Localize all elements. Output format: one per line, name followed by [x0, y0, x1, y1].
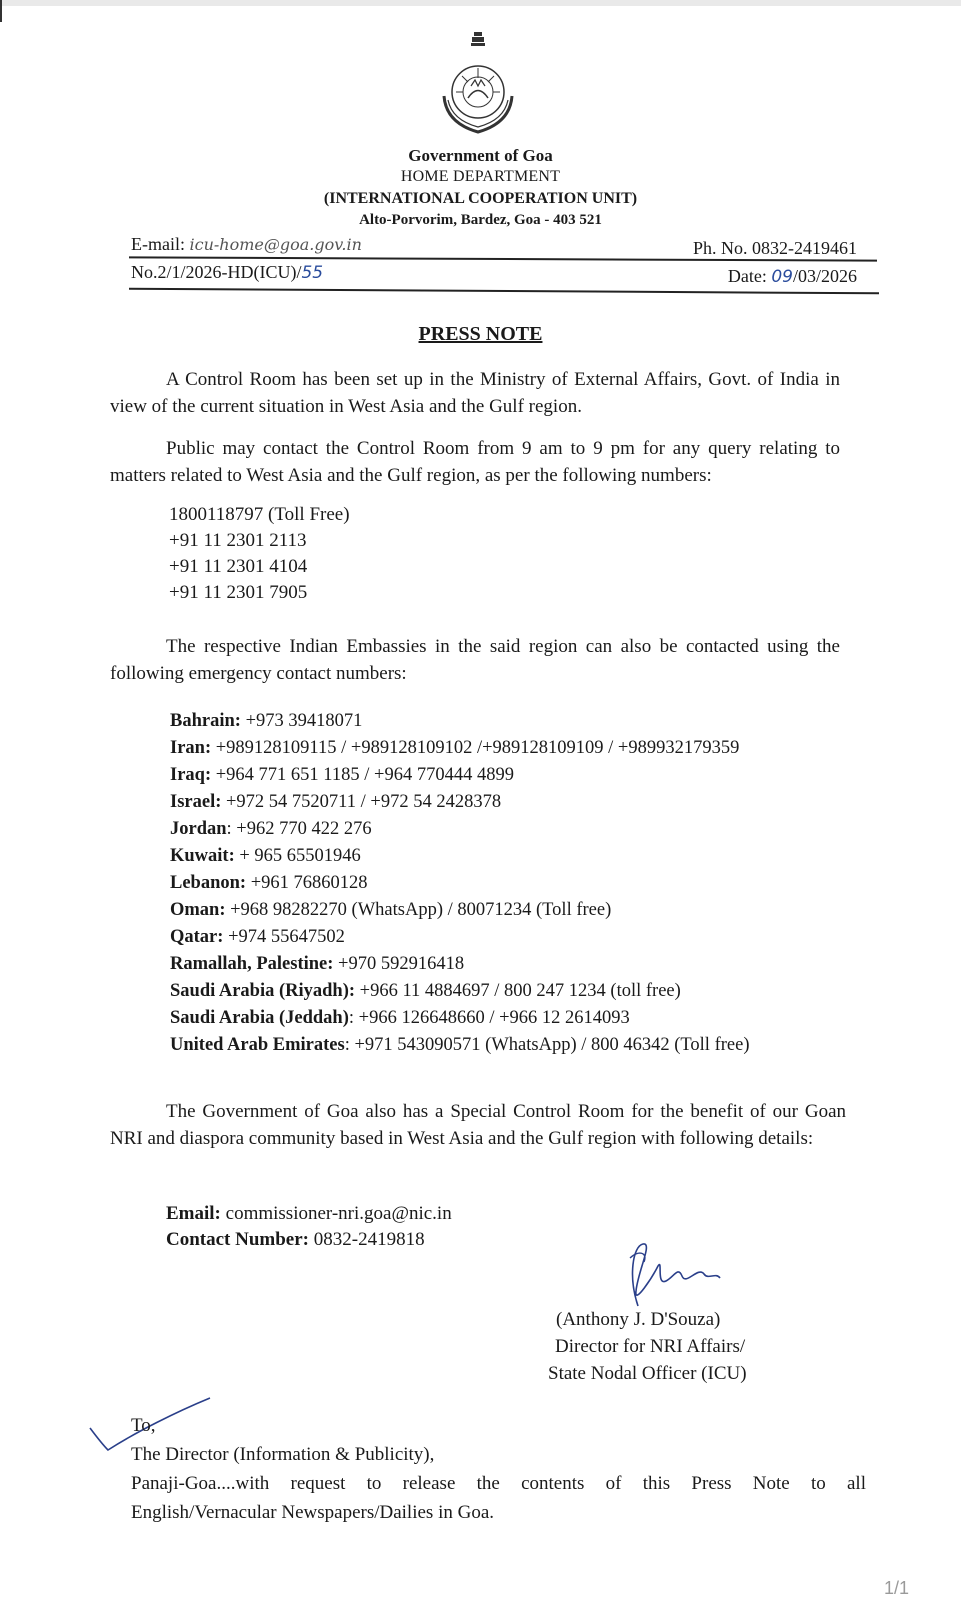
- signatory-block: [548, 1306, 747, 1387]
- recipient-block: [131, 1411, 866, 1527]
- list-item: Qatar: +974 55647502: [170, 927, 345, 947]
- list-item: 1800118797 (Toll Free): [169, 504, 350, 525]
- list-item: Oman: +968 98282270 (WhatsApp) / 80071234 (Toll free): [170, 900, 612, 920]
- paragraph-goa-control-room: The Government of Goa also has a Special Control Room for the benefit of our Goan NRI and diaspora community based in West Asia and the Gulf region with following details:: [110, 1101, 846, 1149]
- reference-number: [131, 262, 323, 283]
- reference-handwritten: 55: [301, 263, 324, 283]
- date-line: [728, 266, 857, 287]
- email-link[interactable]: commissioner-nri.goa@nic.in: [220, 1203, 452, 1224]
- page-indicator: 1/1: [883, 1578, 909, 1598]
- recipient-line3: English/Vernacular Newspapers/Dailies in Goa.: [131, 1502, 495, 1523]
- page-title: PRESS NOTE: [418, 323, 543, 345]
- unit-name: (INTERNATIONAL COOPERATION UNIT): [323, 190, 638, 207]
- goa-emblem-icon: [438, 28, 518, 144]
- paragraph-contact: Public may contact the Control Room from 9 am to 9 pm for any query relating to matters related to West Asia and the Gulf region, as per the following numbers:: [110, 438, 840, 486]
- recipient-line1: The Director (Information & Publicity),: [131, 1444, 435, 1465]
- list-item: Saudi Arabia (Jeddah): +966 126648660 / +966 12 2614093: [170, 1008, 630, 1028]
- signatory-designation: Director for NRI Affairs/: [555, 1336, 746, 1357]
- list-item: +91 11 2301 7905: [169, 582, 308, 603]
- email-line: [131, 234, 362, 255]
- goa-contact: [166, 1201, 452, 1253]
- signatory-name: (Anthony J. D'Souza): [556, 1309, 721, 1330]
- recipient-line2: Panaji-Goa....with request to release the contents of this Press Note to all: [131, 1473, 866, 1494]
- org-name: Government of Goa: [408, 146, 553, 165]
- date-handwritten: 09: [771, 267, 793, 287]
- divider: [129, 288, 879, 295]
- list-item: Iraq: +964 771 651 1185 / +964 770444 4899: [170, 765, 514, 785]
- list-item: Bahrain: +973 39418071: [170, 711, 363, 731]
- list-item: +91 11 2301 2113: [169, 530, 307, 551]
- paragraph-intro: A Control Room has been set up in the Ministry of External Affairs, Govt. of India in view of the current situation in West Asia and the Gulf region.: [110, 369, 840, 417]
- list-item: Iran: +989128109115 / +989128109102 /+989128109109 / +989932179359: [170, 738, 740, 758]
- list-item: Jordan: +962 770 422 276: [170, 819, 372, 839]
- address: Alto-Porvorim, Bardez, Goa - 403 521: [359, 212, 602, 228]
- department-name: HOME DEPARTMENT: [400, 168, 561, 185]
- email-label: E-mail:: [131, 234, 185, 254]
- phone-number: Ph. No. 0832-2419461: [692, 238, 857, 258]
- embassy-list: [170, 708, 749, 1059]
- list-item: Kuwait: + 965 65501946: [170, 846, 361, 866]
- date-label: Date:: [727, 266, 767, 286]
- list-item: +91 11 2301 4104: [169, 556, 308, 577]
- list-item: Israel: +972 54 7520711 / +972 54 2428378: [170, 792, 502, 812]
- list-item: Ramallah, Palestine: +970 592916418: [170, 954, 465, 974]
- contact-number: Contact Number: 0832-2419818: [166, 1229, 425, 1250]
- list-item: United Arab Emirates: +971 543090571 (WhatsApp) / 800 46342 (Toll free): [170, 1035, 750, 1055]
- signature-icon: [608, 1236, 758, 1316]
- contact-email: Email: commissioner-nri.goa@nic.in: [166, 1203, 452, 1224]
- signatory-role: State Nodal Officer (ICU): [548, 1363, 747, 1384]
- edge-mark: [0, 0, 2, 22]
- top-bar: [0, 0, 961, 6]
- date-rest: /03/2026: [792, 266, 857, 286]
- list-item: Saudi Arabia (Riyadh): +966 11 4884697 / 800 247 1234 (toll free): [170, 981, 681, 1001]
- recipient-to: To,: [131, 1415, 156, 1436]
- control-room-numbers: [169, 502, 350, 606]
- email-value[interactable]: icu-home@goa.gov.in: [189, 235, 362, 254]
- reference-prefix: No.2/1/2026-HD(ICU)/: [131, 262, 302, 282]
- paragraph-embassies: The respective Indian Embassies in the said region can also be contacted using the following emergency contact numbers:: [110, 636, 840, 684]
- list-item: Lebanon: +961 76860128: [170, 873, 368, 893]
